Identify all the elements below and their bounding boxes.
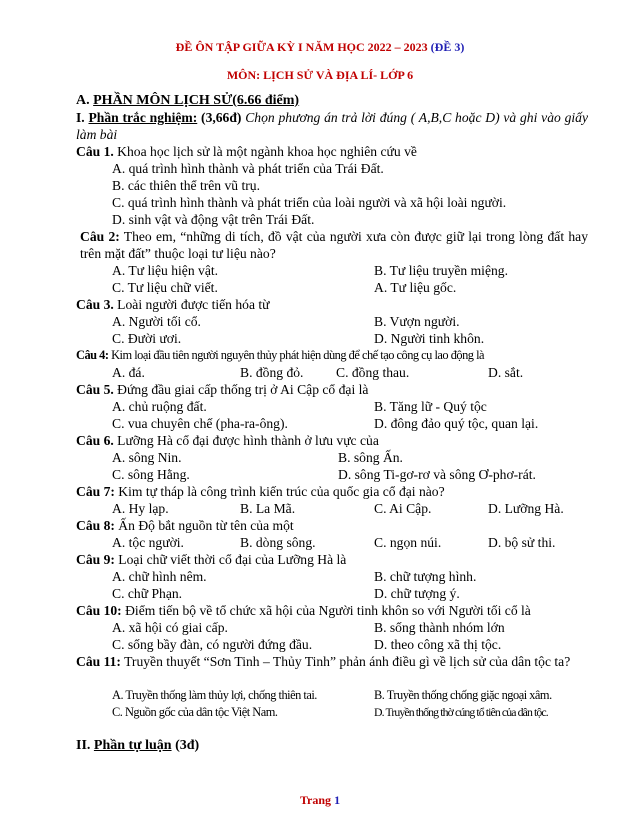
option-3c: C. Đười ươi.: [112, 331, 182, 346]
question-8: [76, 517, 588, 534]
option-4d: D. sắt.: [488, 365, 524, 380]
option-9a: A. chữ hình nêm.: [112, 569, 207, 584]
question-7: [76, 483, 588, 500]
question-3: [76, 296, 588, 313]
option-3d: D. Người tinh khôn.: [374, 331, 485, 346]
question-text: Điểm tiến bộ về tổ chức xã hội của Người tinh khôn so với Người tối cổ là: [121, 603, 531, 618]
footer-label: Trang: [299, 793, 335, 807]
question-label: Câu 6.: [76, 433, 114, 448]
question-label: Câu 8:: [76, 518, 115, 533]
option-11d: D. Truyền thống thờ cúng tổ tiên của dân tộc.: [374, 705, 548, 719]
option-4c: C. đồng thau.: [336, 365, 410, 380]
part2-title: Phần tự luận: [93, 738, 172, 753]
option-11b: B. Truyền thống chống giặc ngoại xâm.: [374, 688, 552, 702]
option-3b: B. Vượn người.: [374, 314, 460, 329]
question-text: Kim tự tháp là công trình kiến trúc của quốc gia cổ đại nào?: [114, 484, 445, 499]
section-a-prefix: A.: [76, 93, 94, 108]
option-11a: A. Truyền thống làm thủy lợi, chống thiên tai.: [112, 688, 317, 702]
question-5: [76, 381, 588, 398]
option-5c: C. vua chuyên chế (pha-ra-ông).: [112, 416, 288, 431]
question-2: [80, 228, 588, 262]
question-text: Đứng đầu giai cấp thống trị ở Ai Cập cổ đại là: [113, 382, 369, 397]
question-text: Lưỡng Hà cổ đại được hình thành ở lưu vực của: [113, 433, 379, 448]
section-a-title: PHẦN MÔN LỊCH SỬ: [93, 93, 233, 108]
option-6b: B. sông Ấn.: [338, 450, 403, 465]
part1-label: I.: [76, 110, 89, 125]
option-1c: C. quá trình hình thành và phát triển của loài người và xã hội loài người.: [112, 195, 507, 210]
option-6a: A. sông Nin.: [112, 450, 182, 465]
option-2b: B. Tư liệu truyền miệng.: [374, 263, 508, 278]
question-label: Câu 9:: [76, 552, 115, 567]
option-8c: C. ngọn núi.: [374, 535, 442, 550]
question-text: Loài người được tiến hóa từ: [113, 297, 270, 312]
option-7c: C. Ai Cập.: [374, 501, 432, 516]
exam-title: [0, 40, 640, 55]
part2-heading: [76, 737, 588, 754]
part2-label: II.: [76, 738, 94, 753]
question-label: Câu 1.: [76, 144, 114, 159]
page-number: 1: [334, 793, 341, 807]
option-5b: B. Tăng lữ - Quý tộc: [374, 399, 487, 414]
option-8b: B. dòng sông.: [240, 535, 316, 550]
question-9: [76, 551, 588, 568]
option-2c: C. Tư liệu chữ viết.: [112, 280, 218, 295]
part2-points: (3đ): [171, 738, 200, 753]
question-text: Ấn Độ bắt nguồn từ tên của một: [114, 518, 294, 533]
question-text: Kim loại đầu tiên người nguyên thủy phát hiện dùng để chế tạo công cụ lao động là: [108, 348, 485, 362]
part1-instruction: Chọn phương án trả lời đúng ( A,B,C hoặc D) và ghi vào giấy làm bài: [76, 110, 588, 142]
part1-title: Phần trắc nghiệm:: [88, 110, 198, 125]
option-10b: B. sống thành nhóm lớn: [374, 620, 505, 635]
question-label: Câu 7:: [76, 484, 115, 499]
exam-title-main: ĐỀ ÔN TẬP GIỮA KỲ I NĂM HỌC 2022 – 2023: [175, 40, 431, 54]
exam-title-variant: (ĐỀ 3): [430, 40, 465, 54]
question-1: [76, 143, 588, 160]
option-4a: A. đá.: [112, 365, 145, 380]
section-a-heading: [76, 92, 588, 109]
question-11: [76, 653, 588, 670]
question-text: Truyền thuyết “Sơn Tinh – Thủy Tinh” phản ánh điều gì về lịch sử của dân tộc ta?: [120, 654, 571, 669]
part1-heading: [76, 109, 588, 143]
question-6: [76, 432, 588, 449]
option-10d: D. theo công xã thị tộc.: [374, 637, 502, 652]
option-5d: D. đông đảo quý tộc, quan lại.: [374, 416, 539, 431]
option-10c: C. sống bầy đàn, có người đứng đầu.: [112, 637, 313, 652]
question-label: Câu 11:: [76, 654, 121, 669]
question-10: [76, 602, 588, 619]
option-10a: A. xã hội có giai cấp.: [112, 620, 228, 635]
option-9d: D. chữ tượng ý.: [374, 586, 460, 601]
option-8d: D. bộ sử thi.: [488, 535, 556, 550]
question-label: Câu 2:: [80, 229, 120, 244]
question-text: Theo em, “những di tích, đồ vật của người xưa còn được giữ lại trong lòng đất hay trên mặt đất” thuộc loại tư liệu nào?: [80, 229, 588, 261]
section-a-points: (6.66 điểm): [232, 93, 300, 108]
option-1a: A. quá trình hình thành và phát triển của Trái Đất.: [112, 161, 384, 176]
option-2a: A. Tư liệu hiện vật.: [112, 263, 219, 278]
option-4b: B. đồng đỏ.: [240, 365, 304, 380]
option-7d: D. Lưỡng Hà.: [488, 501, 564, 516]
option-9c: C. chữ Phạn.: [112, 586, 183, 601]
question-4: [76, 347, 588, 364]
question-label: Câu 10:: [76, 603, 122, 618]
option-7a: A. Hy lạp.: [112, 501, 169, 516]
question-text: Loại chữ viết thời cổ đại của Lưỡng Hà là: [114, 552, 347, 567]
part1-points: (3,66đ): [197, 110, 246, 125]
option-9b: B. chữ tượng hình.: [374, 569, 477, 584]
question-text: Khoa học lịch sử là một ngành khoa học nghiên cứu về: [113, 144, 417, 159]
option-6c: C. sông Hằng.: [112, 467, 190, 482]
page-footer: [0, 793, 640, 808]
option-2d: A. Tư liệu gốc.: [374, 280, 457, 295]
option-6d: D. sông Ti-gơ-rơ và sông Ơ-phơ-rát.: [338, 467, 536, 482]
option-3a: A. Người tối cổ.: [112, 314, 201, 329]
option-7b: B. La Mã.: [240, 501, 296, 516]
option-5a: A. chủ ruộng đất.: [112, 399, 207, 414]
question-label: Câu 4:: [76, 348, 109, 362]
option-1b: B. các thiên thể trên vũ trụ.: [112, 178, 260, 193]
option-11c: C. Nguồn gốc của dân tộc Việt Nam.: [112, 705, 278, 719]
option-1d: D. sinh vật và động vật trên Trái Đất.: [112, 212, 315, 227]
option-8a: A. tộc người.: [112, 535, 184, 550]
question-label: Câu 5.: [76, 382, 114, 397]
exam-subject: MÔN: LỊCH SỬ VÀ ĐỊA LÍ- LỚP 6: [226, 68, 414, 82]
question-label: Câu 3.: [76, 297, 114, 312]
